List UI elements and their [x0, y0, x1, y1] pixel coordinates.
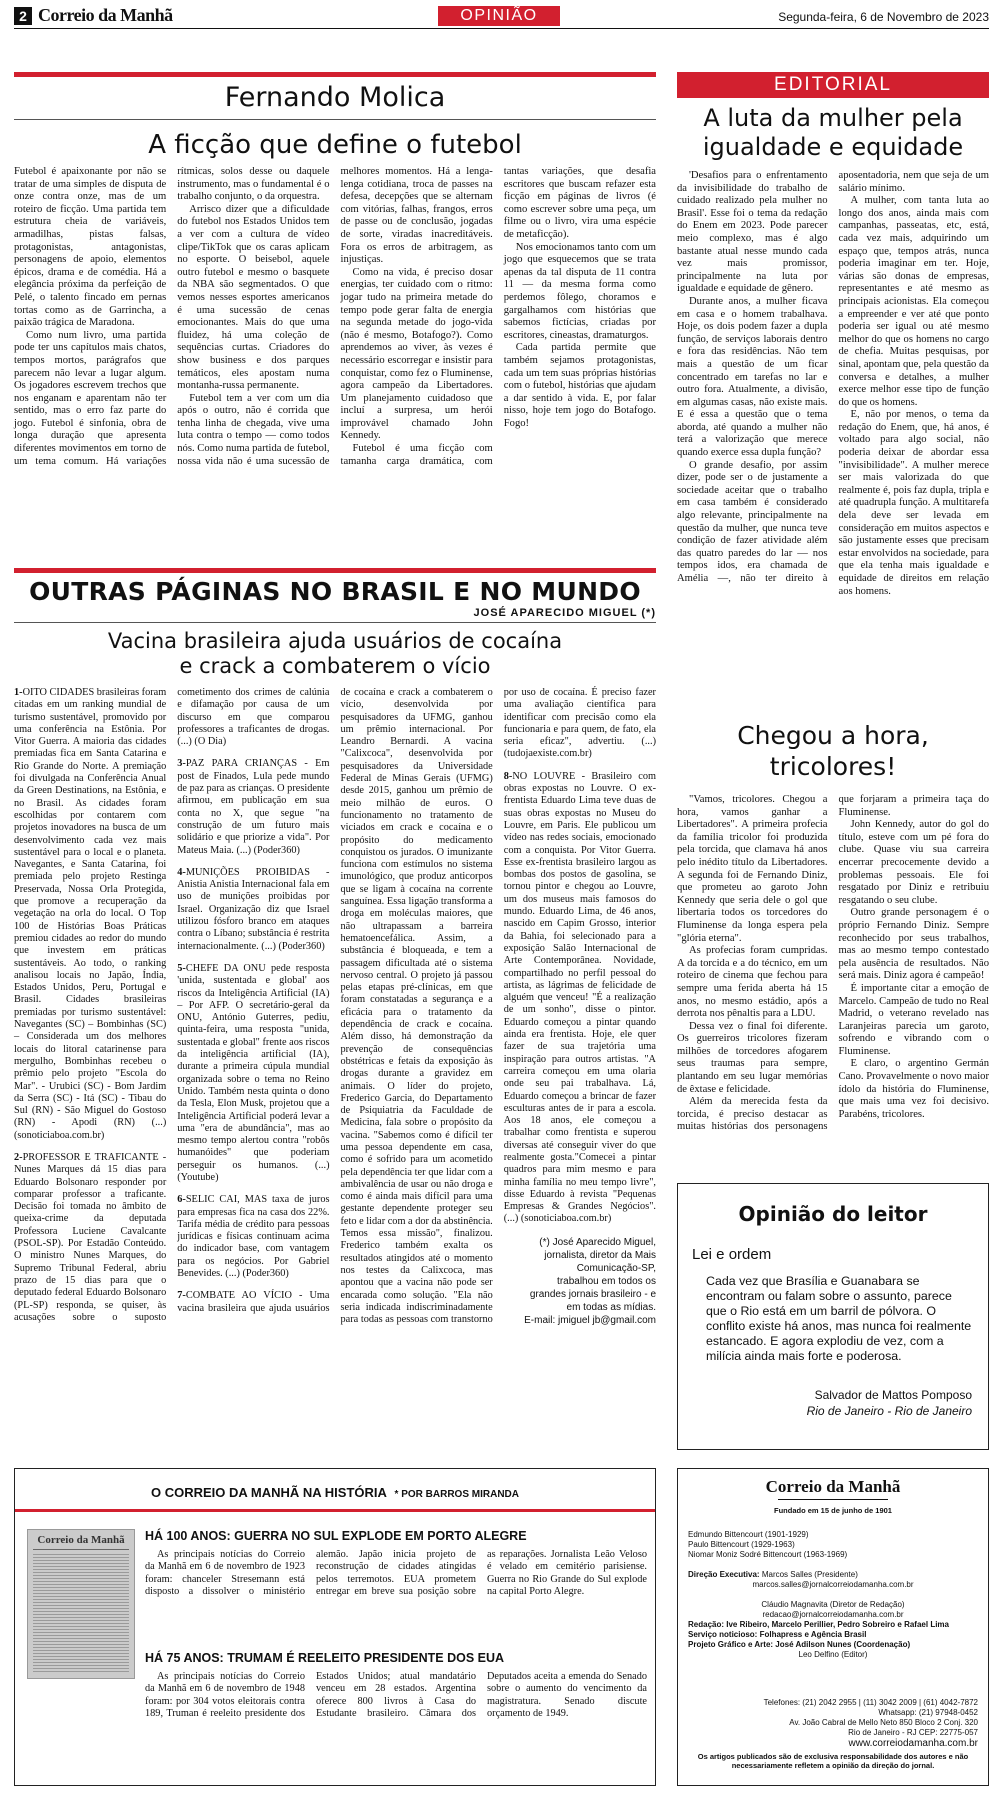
list-item — [177, 867, 329, 953]
list-item — [177, 758, 329, 856]
paragraph: Durante anos, a mulher ficava em casa e o homem trabalhava. Hoje, os dois podem fazer a dupla função, de serviços laborais dentro e fora das residências. Não tem mais a questão de um ficar concentrado em tarefas no lar e outro fora. Atualmente, a divisão, em algumas casas, não existe mais. E é essa a questão que o tema aborda, até quando a mulher não terá a valorização que merece quando exerce essa dupla função? — [677, 295, 828, 459]
chegou-column — [677, 720, 989, 1202]
article-title-line: tricolores! — [769, 752, 897, 781]
item-number: 4- — [177, 866, 186, 878]
list-item — [177, 963, 329, 1184]
historia-author: * POR BARROS MIRANDA — [394, 1489, 519, 1500]
website: www.correiodamanha.com.br — [848, 1738, 978, 1749]
thin-rule — [14, 119, 656, 120]
article-title-line: e crack a combaterem o vício — [179, 654, 491, 678]
paragraph: "Vamos, tricolores. Chegou a hora, vamos ganhar a Libertadores". A primeira profecia da família tricolor foi produzida pela torcida, que clamava há anos pelo inédito título da Libertadores. A segunda foi de Fernando Diniz, que prometeu ao garoto John Kennedy que seria dele o gol que libertaria todos os torcedores do Fluminense da longa espera pela "glória eterna". — [677, 794, 828, 944]
paragraph: Além da merecida festa da torcida, é preciso destacar as muitas histórias dos personagens que forjaram a primeira taça do Fluminense. — [677, 794, 989, 1133]
founder: Paulo Bittencourt (1929-1963) — [688, 1540, 795, 1549]
paragraph: Outro grande personagem é o próprio Fernando Diniz. Sempre reconhecido por seus trabalhos, mas ao mesmo tempo contestado pela ausência de resultados. Não será mais. Diniz agora é campeão! — [838, 907, 989, 982]
outras-body — [14, 687, 656, 1507]
disclaimer: Os artigos publicados são de exclusiva responsabilidade dos autores e não necessariamente refletem a opinião da direção do jornal. — [697, 1752, 969, 1770]
list-item — [14, 687, 166, 1142]
leitor-title: Opinião do leitor — [738, 1202, 928, 1226]
expediente-box — [677, 1468, 989, 1786]
section-label: OPINIÃO — [438, 6, 560, 26]
exec-line — [688, 1570, 978, 1580]
paragraph: Futebol é apaixonante por não se tratar de uma simples de disputa de onze contra onze, mas de um roteiro de ficção. Uma partida tem estrutura cheia de variáveis, armadilhas, pistas falsas, protagonistas, antagonistas, personagens de apoio, elementos épicos, drama e de comédia. Há a elegância próxima da perfeição de Pelé, o talento fincado em pernas tortas como as de Garrincha, a paixão trágica de Maradona. — [14, 166, 167, 329]
chegou-body — [677, 794, 989, 1202]
staff-line: Projeto Gráfico e Arte: José Adilson Nunes (Coordenação) — [688, 1640, 911, 1649]
article-body — [14, 166, 656, 575]
paragraph: A mulher, com tanta luta ao longo dos anos, ainda mais com campanhas, passeatas, etc, está, cada vez mais, adquirindo um espaço que, tempos atrás, nunca poderia imaginar em ter. Hoje, várias são donas de empresas, representantes e até mesmo as principais acionistas. Ela começou a empreender e ver até que ponto poderia ser igual ou até mesmo melhor do que os homens no cargo de chefia. Muitas pesquisas, por sinal, apontam que, pela questão da conversa e detalhes, a mulher exerce melhor esse tipo de função do que os homens. — [838, 195, 989, 408]
leitor-location: Rio de Janeiro - Rio de Janeiro — [806, 1404, 972, 1418]
paragraph: As principais notícias do Correio da Manhã em 6 de novembro de 1923 foram: chanceler Stresemann está disposto a dissolver o ministério alemão. Japão inicia projeto de reconstrução de cidades atingidas pelos terremotos. EUA prometem entregar em breve sua posição sobre as reparações. Jornalista Leão Veloso é velado em cemitério parisiense. Guerra no Rio Grande do Sul explode na capital Porto Alegre. — [145, 1549, 647, 1597]
item-head: NO LOUVRE — [512, 770, 576, 782]
item-number: 3- — [177, 758, 186, 770]
author-name: Fernando Molica — [224, 82, 446, 113]
item-head: OITO CIDADES — [22, 687, 95, 698]
staff-line: Serviço noticioso: Folhapress e Agência Brasil — [688, 1630, 867, 1639]
item-text: - Nunes Marques dá 15 dias para Eduardo Bolsonaro responder por comparar professor a traficante. Decisão foi tomada no âmbito de queixa-crime da deputada Professora Luciene Cavalcante (PSOL-SP). Por Estadão Conteúdo. O ministro Nunes Marques, do Supremo Tribunal Federal, abriu prazo de 15 dias para que o deputado federal Eduardo Bolsonaro (PL-SP) responda, se quiser, às acusações sobre o suposto cometimento dos crimes de calúnia e difamação por causa de um discurso em que comparou professores a traficantes de drogas. (...) (O Dia) — [14, 687, 330, 1323]
item-text: pede resposta 'unida, sustentada e global' aos riscos da Inteligência Artificial (IA) – Por AFP. O secretário-geral da ONU, António Guterres, pediu, quinta-feira, uma resposta "unida, sustentada e global" frente aos riscos da inteligência artificial (IA), durante a primeira cúpula mundial organizada sobre o tema no Reino Unido. Também nesta quinta o dono da Tesla, Elon Musk, projetou que a Inteligência Artificial poderá levar a uma "era de abundância", mas ao mesmo tempo alertou contra "robôs humanóides" que poderiam perseguir os humanos. (...) (Youtube) — [177, 962, 330, 1183]
item-head: PAZ PARA CRIANÇAS — [185, 758, 298, 770]
item-text: - Uma vacina brasileira que ajuda usuários de cocaína e crack a combaterem o vício, desenvolvida por pesquisadores da UFMG, ganhou um prêmio internacional. Por Leandro Bernardi. A vacina "Calixcoca", desenvolvida por pesquisadores da Universidade Federal de Minas Gerais (UFMG) desde 2015, ganhou um prêmio de meio milhão de euros. O funcionamento no tratamento de viciados em crack e cocaína e o propósito do medicamento conquistou os jurados. O imunizante funciona com estímulos no sistema imunológico, que produz anticorpos que se ligam à cocaína na corrente sanguínea. Essa ligação transforma a droga em moléculas maiores, que não ultrapassam a barreira hematoencefálica. Assim, a substância é bloqueada, e tem a passagem dificultada até o sistema nervoso central. O projeto já passou pelas etapas pré-clínicas, em que foram constatadas a segurança e a eficácia para o tratamento da dependência de crack e cocaína. Além disso, há demonstração da prevenção de consequências obstétricas e fetais da exposição às drogas durante a gravidez em animais. O líder do projeto, Frederico Garcia, do Departamento de Psiquiatria da Faculdade de Medicina, fala sobre o propósito da vacina. "Sabemos como é difícil ter uma pessoa dependente em casa, como é sofrido para um acometido pela dependência ter que lidar com a ambivalência de usar ou não droga e como é ainda mais difícil para uma gestante dependente proteger seu feto e lidar com a dor da abstinência. Temos essa missão", finalizou. Frederico também exalta os resultados atingidos até o momento nos testes da Calixcoca, mas apontou que a vacina não pode ser encarada como solução. "Ela não seria indicada indiscriminadamente para todas as pessoas com transtorno por uso de cocaína. É preciso fazer uma avaliação científica para identificar com precisão como ela funcionaria e para quem, de fato, ela seria eficaz", advertiu. (...) (tudojaexiste.com.br) — [177, 687, 656, 1326]
paragraph: Como na vida, é preciso dosar energias, ter cuidado com o ritmo: jogar tudo na primeira metade do tempo pode gerar falta de energia na segunda metade do jogo-vida (não é mesmo, Botafogo?). Como aprendemos ao viver, às vezes é necessário escorregar e insistir para conquistar, como fez o Fluminense, agora campeão da Libertadores. Um planejamento cuidadoso que incluí a surpresa, um herói improvável chamado John Kennedy. — [340, 266, 493, 442]
item-text: brasileiras foram citadas em um ranking mundial de turismo sustentável, promovido por uma conferência na Estônia. Por Vitor Guerra. A maioria das cidades premiadas fica em Santa Catarina e Rio Grande do Norte. A premiação foi divulgada na Conferência Anual da Green Destinations, na Estônia, e no Brasil. As cidades foram escolhidas por contarem com projetos inovadores na busca de um desenvolvimento cada vez mais sustentável para o local e o planeta. Navegantes, e Santa Catarina, foi premiada pelo projeto Restinga Preservada, Nossa Orla Protegida, que promove a recuperação da vegetação na orla do local. O Top 100 de Histórias Boas Práticas premiou cidades ao redor do mundo que investem em práticas sustentáveis. Ao todo, o ranking analisou locais no Japão, Índia, Estados Unidos, Peru, Portugal e Brasil. Cidades brasileiras premiadas por turismo sustentável: Navegantes (SC) – Bombinhas (SC) – Considerada um dos melhores locais do litoral catarinense para mergulho, Bombinhas recebeu o prêmio pelo projeto "Escola do Mar". - Urubici (SC) - Bom Jardim da Serra (SC) - Itá (SC) - Tibau do Sul (RN) - São Miguel do Gostoso (RN) - Apodi (RN) (...) (sonoticiaboa.com.br) — [14, 687, 167, 1141]
item-text: - Anistia Anistia Internacional fala em uso de munições proibidas por Israel. Organização diz que Israel utilizou fósforo branco em ataques contra o Líbano; substância é restrita internacionalmente. (...) (Poder360) — [177, 866, 330, 952]
thin-rule — [14, 622, 656, 623]
clipping-rule — [33, 1549, 129, 1550]
address: Av. João Cabral de Mello Neto 850 Bloco 2 Conj. 320 — [789, 1718, 978, 1727]
page-header — [0, 0, 1003, 30]
staff-line: Redação: Ive Ribeiro, Marcelo Perillier, Pedro Sobreiro e Rafael Lima — [688, 1620, 949, 1629]
founders — [688, 1530, 978, 1560]
editorial-title: A luta da mulher pela igualdade e equidade — [702, 104, 964, 161]
founder: Niomar Moniz Sodré Bittencourt (1963-1969) — [688, 1550, 848, 1559]
founder: Edmundo Bittencourt (1901-1929) — [688, 1530, 809, 1539]
paragraph: Como num livro, uma partida pode ter uns capítulos mais chatos, tempos mortos, parágrafos que parecem não levar a lugar algum. Os jogadores escrevem trechos que nos enganam e aparentam não ter sentido, mas o erro faz parte do jogo. Futebol é sinfonia, obra de longa duração que apresenta diferentes movimentos em torno de um tema comum. Há variações rítmicas, solos desse ou daquele instrumento, mas o fundamental é o trabalho conjunto, o da orquestra. — [14, 166, 330, 467]
item-number: 1- — [14, 687, 23, 698]
paragraph: É importante citar a emoção de Marcelo. Campeão de tudo no Real Madrid, o veterano revelado nas Laranjeiras parecia um garoto, sofrendo e vibrando com o Fluminense. — [838, 982, 989, 1057]
historia-box — [14, 1468, 656, 1786]
red-rule — [14, 72, 656, 77]
founded: Fundado em 15 de junho de 1901 — [774, 1506, 892, 1515]
whatsapp: Whatsapp: (21) 97948-0452 — [878, 1708, 978, 1717]
paragraph: As profecias foram cumpridas. A da torcida e a do técnico, em um roteiro de cinema que fechou para sempre uma ferida aberta há 15 anos, no mesmo estádio, após a derrota nos pênaltis para a LDU. — [677, 945, 828, 1020]
item-number: 6- — [177, 1194, 186, 1206]
historia-header — [15, 1485, 655, 1500]
staff — [688, 1620, 978, 1650]
byline: JOSÉ APARECIDO MIGUEL (*) — [473, 607, 656, 619]
expediente-masthead: Correio da Manhã — [765, 1477, 901, 1496]
director: Cláudio Magnavita (Diretor de Redação) — [761, 1600, 905, 1609]
note-line: jornalista, diretor da Mais — [544, 1249, 656, 1261]
article-title-line: Vacina brasileira ajuda usuários de cocaína — [107, 629, 563, 653]
list-item — [177, 1194, 329, 1280]
expediente-rule — [778, 1499, 888, 1500]
note-line: E-mail: jmiguel jb@gmail.com — [524, 1314, 656, 1326]
red-rule — [14, 568, 656, 573]
editorial-column — [677, 72, 989, 736]
item-number: 2- — [14, 1151, 23, 1163]
historia-item-title: HÁ 100 ANOS: GUERRA NO SUL EXPLODE EM PORTO ALEGRE — [145, 1529, 527, 1543]
paragraph: Dessa vez o final foi diferente. Os guerreiros tricolores fizeram milhões de torcedores afogarem seus traumas para sempre, plantando em seu lugar memórias de êxtase e felicidade. — [677, 1020, 828, 1095]
page-number: 2 — [14, 7, 32, 25]
leitor-signature: Salvador de Mattos Pomposo — [814, 1388, 972, 1402]
leitor-box — [677, 1183, 989, 1450]
exec-email: marcos.salles@jornalcorreiodamanha.com.br — [752, 1580, 914, 1589]
paragraph: Futebol é uma ficção com tamanha carga dramática, com tantas variações, que desafia escritores que buscam refazer esta ficção em páginas de livros (é como escrever sobre uma peça, um filme ou o livro, vira uma espécie de metaficção). — [340, 166, 656, 467]
paragraph: Arrisco dizer que a dificuldade do futebol nos Estados Unidos tem a ver com a cultura de vídeo clipe/TikTok que os caras aplicam no esporte. O beisebol, aquele outro futebol e mesmo o basquete da NBA são segmentados. O que vemos nesses esportes americanos é uma sucessão de cenas emocionantes. Mais do que uma fluidez, há uma coleção de sequências curtas. Criadores do show business e dos parques temáticos, eles apostam numa montanha-russa permanente. — [177, 203, 330, 392]
note-line: trabalhou em todos os — [557, 1275, 656, 1287]
masthead: Correio da Manhã — [38, 5, 173, 25]
item-head: CHEFE DA ONU — [185, 962, 266, 974]
paragraph: E, não por menos, o tema da redação do Enem, que, há anos, é voltado para algo social, não poderia deixar de abordar essa "invisibilidade". A mulher merece ser mais valorizada do que realmente é, pois faz dupla, tripla e até quadrupla função. A multitarefa dela deve ser levada em consideração em muitos aspectos e são justamente esses que precisam estar envolvidos na sociedade, para que ela tenha mais igualdade e equidade de direitos em relação aos homens. — [838, 409, 989, 597]
author-note — [504, 1236, 656, 1327]
note-line: em todas as mídias. — [566, 1301, 656, 1313]
header-rule — [14, 28, 989, 29]
director-email: redacao@jornalcorreiodamanha.com.br — [762, 1610, 904, 1619]
paragraph: 'Desafios para o enfrentamento da invisibilidade do trabalho de cuidado realizado pela mulher no Brasil'. Esse foi o tema da redação do Enem em 2023. Pode parecer meio complexo, mas é algo bastante atual nesse mundo cada vez mais promissor, principalmente na luta por igualdade e equidade de gênero. — [677, 170, 828, 295]
exec-label: Direção Executiva: — [688, 1570, 760, 1579]
article-title-line: Chegou a hora, — [737, 721, 929, 750]
note-line: grandes jornais brasileiro - e — [529, 1288, 656, 1300]
item-head: SELIC CAI — [185, 1194, 238, 1206]
item-head: MUNIÇÕES PROIBIDAS — [185, 866, 311, 878]
paragraph: John Kennedy, autor do gol do título, esteve com um pé fora do clube. Quase viu sua carreira encerrar precocemente devido a problemas pessoais. Ele foi resgatado por Diniz e retribuiu resgatando o seu clube. — [838, 819, 989, 906]
contact — [688, 1698, 978, 1750]
item-number: 7- — [177, 1290, 186, 1302]
note-line: (*) José Aparecido Miguel, — [539, 1236, 656, 1248]
section-title: OUTRAS PÁGINAS NO BRASIL E NO MUNDO — [29, 577, 641, 606]
newspaper-clipping — [27, 1529, 135, 1679]
paragraph: Futebol tem a ver com um dia após o outro, não é corrida que tenha linha de chegada, vive uma luta contra o tempo — como todos nós. Como numa partida de futebol, nossa vida não é uma sucessão de melhores momentos. Há a lenga-lenga cotidiana, troca de passes na defesa, decepções que se alternam com vitórias, falhas, frangos, erros de passe ou de conclusão, jogadas de sorte, viradas inacreditáveis. Fora os erros de arbitragem, as injustiças. — [177, 166, 493, 467]
header-date: Segunda-feira, 6 de Novembro de 2023 — [778, 10, 989, 24]
item-number: 5- — [177, 962, 186, 974]
clipping-masthead: Correio da Manhã — [37, 1534, 125, 1546]
historia-title: O CORREIO DA MANHÃ NA HISTÓRIA — [150, 1485, 387, 1500]
clipping-text — [33, 1554, 129, 1672]
historia-item-text — [145, 1549, 647, 1627]
article-title: A ficção que define o futebol — [148, 130, 522, 160]
exec-name: Marcos Salles (Presidente) — [761, 1570, 858, 1579]
leitor-subtitle: Lei e ordem — [692, 1246, 772, 1263]
item-head: PROFESSOR E TRAFICANTE — [22, 1151, 159, 1163]
historia-item-text — [145, 1671, 647, 1749]
list-item — [504, 771, 656, 1226]
editorial-body — [677, 170, 989, 736]
item-head: COMBATE AO VÍCIO — [185, 1290, 292, 1302]
leitor-text: Cada vez que Brasília e Guanabara se encontram ou falam sobre o assunto, parece que o Rio está em um barril de pólvora. O conflito existe há anos, mas nunca foi realmente estancado. E agora explodiu de vez, com a milícia ainda mais forte e poderosa. — [706, 1274, 972, 1363]
paragraph: O grande desafio, por assim dizer, pode ser o de justamente a sociedade aceitar que o trabalho em casa também é considerado algo relevante, principalmente na questão da mulher, que nunca teve condição de fazer atividade além das quatro paredes do lar — nos tempos idos, era chamada de Amélia —, não ter direito à aposentadoria, nem que seja de um salário mínimo. — [677, 170, 989, 584]
paragraph: Nos emocionamos tanto com um jogo que esquecemos que se trata apenas da tal disputa de 11 contra 11 — da mesma forma como perdemos fôlego, choramos e gargalhamos com histórias que sabemos fictícias, criadas por escritores, cineastas, dramaturgos. — [503, 241, 656, 341]
paragraph: Cada partida permite que também sejamos protagonistas, cada um tem suas próprias histórias com o futebol, histórias que ajudam a dar sentido à vida. E, por falar nisso, hoje tem jogo do Botafogo. Fogo! — [503, 342, 656, 429]
paragraph: As principais notícias do Correio da Manhã em 6 de novembro de 1948 foram: por 304 votos eleitorais contra 189, Truman é reeleito presidente dos Estados Unidos; atual mandatário venceu em 28 estados. Argentina oferece 800 livros à Casa do Estudante brasileiro. Câmara dos Deputados aceita a emenda do Senado sobre o aumento do vencimento da magistratura. Senado discute orçamento de 1949. — [145, 1671, 647, 1719]
historia-item-title: HÁ 75 ANOS: TRUMAM É REELEITO PRESIDENTE DOS EUA — [145, 1651, 505, 1665]
outras-section — [14, 568, 656, 1507]
red-rule — [15, 1509, 655, 1512]
item-text: , MAS taxa de juros para empresas fica na casa dos 22%. Tarifa média de crédito para pessoas jurídicas e físicas continuam acima do indicador base, com vantagem para os negócios. Por Gabriel Benevides. (...) (Poder360) — [177, 1194, 330, 1280]
editorial-label: EDITORIAL — [677, 72, 989, 98]
address: Rio de Janeiro - RJ CEP: 22775-057 — [848, 1728, 978, 1737]
item-text: - Em post de Finados, Lula pede mundo de paz para as crianças. O presidente afirmou, em publicação em sua conta no X, que segue "na construção de um futuro mais solidário e que priorize a vida". Por Mateus Maia. (...) (Poder360) — [177, 758, 330, 856]
paragraph: E claro, o argentino Germán Cano. Provavelmente o novo maior ídolo da história do Fluminense, que mais uma vez foi decisivo. Parabéns, tricolores. — [838, 1058, 989, 1120]
phones: Telefones: (21) 2042 2955 | (11) 3042 2009 | (61) 4042-7872 — [763, 1698, 978, 1707]
editor: Leo Delfino (Editor) — [798, 1650, 868, 1659]
item-text: - Brasileiro com obras expostas no Louvre. O ex-frentista Eduardo Lima teve duas de suas obras expostas no Museu do Louvre, em Paris. Ele publicou um vídeo nas redes sociais, emocionado com a conquista. Por Vitor Guerra. Esse ex-frentista brasileiro largou as bombas dos postos de gasolina, se tornou pintor e chegou ao Louvre, um dos museus mais famosos do mundo. Eduardo Lima, de 46 anos, nascido em Capim Grosso, interior da Bahia, foi selecionado para a exposição Salão Internacional de Arte Contemporânea. Novidade, compartilhado no perfil pessoal do artista, as lágrimas de felicidade de alguém que venceu! "É a realização de um sonho", disse o pintor. Eduardo começou a pintar quando ainda era frentista. Hoje, ele quer fazer de sua trajetória uma inspiração para outros artistas. "A carreira começou em uma olaria onde seu pai trabalhava. Lá, Eduardo começou a brincar de fazer esculturas antes de ir para a escola. Aos 18 anos, ele começou a trabalhar como frentista e superou diversas até conseguir viver do que realmente gosta."Comecei a pintar quadros para mim mesmo e para minha família no meu tempo livre", disse Eduardo à revista "Pequenas Empresas & Grandes Negócios". (...) (sonoticiaboa.com.br) — [503, 770, 657, 1225]
item-number: 8- — [503, 770, 513, 782]
note-line: Comunicação-SP, — [576, 1262, 656, 1274]
molica-column — [14, 72, 656, 575]
